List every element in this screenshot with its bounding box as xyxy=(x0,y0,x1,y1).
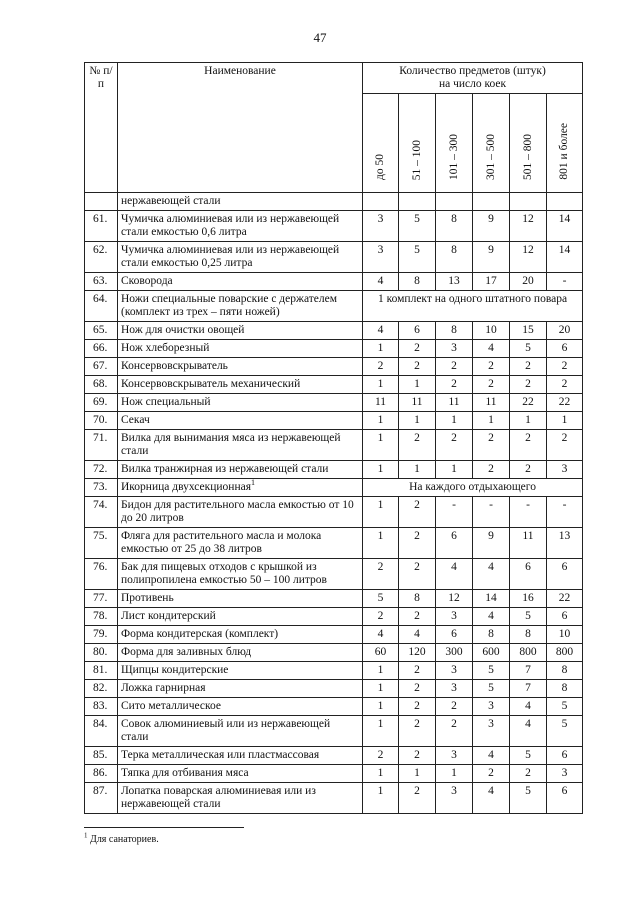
header-row xyxy=(85,63,583,94)
row-value: 6 xyxy=(547,559,583,590)
row-value: 5 xyxy=(399,242,436,273)
row-value: 2 xyxy=(547,376,583,394)
row-value: 1 xyxy=(363,765,399,783)
row-value: 8 xyxy=(399,590,436,608)
row-value: 2 xyxy=(436,430,473,461)
row-value: 1 xyxy=(363,698,399,716)
row-name: Фляга для растительного масла и молока емкостью от 25 до 38 литров xyxy=(118,528,363,559)
row-name: Лист кондитерский xyxy=(118,608,363,626)
row-value: 4 xyxy=(363,626,399,644)
row-value: 7 xyxy=(510,662,547,680)
table-row xyxy=(85,340,583,358)
table-row xyxy=(85,497,583,528)
row-value: 2 xyxy=(510,430,547,461)
row-name: Вилка для вынимания мяса из нержавеющей стали xyxy=(118,430,363,461)
table-row xyxy=(85,211,583,242)
row-value: 2 xyxy=(473,358,510,376)
row-num: 85. xyxy=(85,747,118,765)
row-value: 13 xyxy=(436,273,473,291)
row-value: 2 xyxy=(436,698,473,716)
row-value: 1 xyxy=(547,412,583,430)
row-name: Секач xyxy=(118,412,363,430)
footnote xyxy=(84,831,159,845)
row-value: 6 xyxy=(547,340,583,358)
row-num: 72. xyxy=(85,461,118,479)
row-value: 1 xyxy=(399,412,436,430)
row-num: 82. xyxy=(85,680,118,698)
row-name: Бак для пищевых отходов с крышкой из полипропилена емкостью 50 – 100 литров xyxy=(118,559,363,590)
row-value: 20 xyxy=(510,273,547,291)
row-value: 3 xyxy=(436,680,473,698)
row-num: 70. xyxy=(85,412,118,430)
range-header: 801 и более xyxy=(547,94,583,193)
row-value: 4 xyxy=(473,783,510,814)
row-value: 8 xyxy=(547,680,583,698)
row-value: 5 xyxy=(473,662,510,680)
row-value: 1 xyxy=(363,461,399,479)
row-value: 14 xyxy=(547,242,583,273)
footnote-text: Для санаториев. xyxy=(90,834,159,845)
row-value: 14 xyxy=(473,590,510,608)
row-value: 3 xyxy=(547,765,583,783)
table-row xyxy=(85,765,583,783)
row-name: Ложка гарнирная xyxy=(118,680,363,698)
row-value: 7 xyxy=(510,680,547,698)
row-value: 2 xyxy=(399,698,436,716)
table-row xyxy=(85,242,583,273)
row-value: 1 xyxy=(473,412,510,430)
row-value: 2 xyxy=(399,680,436,698)
row-value: 2 xyxy=(363,559,399,590)
row-value: 1 xyxy=(363,662,399,680)
row-value: 3 xyxy=(363,242,399,273)
row-num: 61. xyxy=(85,211,118,242)
row-value: 8 xyxy=(547,662,583,680)
equipment-table xyxy=(84,62,583,814)
row-value: - xyxy=(510,497,547,528)
row-value: 2 xyxy=(363,747,399,765)
table-row xyxy=(85,783,583,814)
row-value: 4 xyxy=(436,559,473,590)
row-value: 2 xyxy=(510,358,547,376)
row-value: 2 xyxy=(436,716,473,747)
row-value: 17 xyxy=(473,273,510,291)
row-value: 11 xyxy=(510,528,547,559)
row-value: 2 xyxy=(473,430,510,461)
row-num: 76. xyxy=(85,559,118,590)
table-row xyxy=(85,698,583,716)
row-num xyxy=(85,193,118,211)
row-name: Вилка транжирная из нержавеющей стали xyxy=(118,461,363,479)
row-value: 2 xyxy=(473,376,510,394)
row-name: Нож хлеборезный xyxy=(118,340,363,358)
row-value: 5 xyxy=(473,680,510,698)
table-row xyxy=(85,608,583,626)
row-value: 1 xyxy=(363,430,399,461)
row-value: 2 xyxy=(436,376,473,394)
row-value: 6 xyxy=(399,322,436,340)
row-name: Консервовскрыватель xyxy=(118,358,363,376)
row-value: 2 xyxy=(510,461,547,479)
row-value: 6 xyxy=(547,747,583,765)
row-value: 2 xyxy=(510,376,547,394)
row-value: 11 xyxy=(363,394,399,412)
row-num: 69. xyxy=(85,394,118,412)
row-value: 5 xyxy=(399,211,436,242)
table-row xyxy=(85,273,583,291)
row-value: 2 xyxy=(399,559,436,590)
row-value: 2 xyxy=(473,765,510,783)
row-value: 4 xyxy=(473,608,510,626)
row-name: Бидон для растительного масла емкостью от 10 до 20 литров xyxy=(118,497,363,528)
row-value: 1 xyxy=(363,376,399,394)
row-value: 5 xyxy=(547,698,583,716)
row-value: 10 xyxy=(547,626,583,644)
row-value: 15 xyxy=(510,322,547,340)
row-value: 1 xyxy=(436,412,473,430)
row-value: 1 xyxy=(363,783,399,814)
row-value: 2 xyxy=(399,608,436,626)
row-value: 3 xyxy=(436,747,473,765)
row-span-note: 1 комплект на одного штатного повара xyxy=(363,291,583,322)
row-num: 79. xyxy=(85,626,118,644)
row-num: 78. xyxy=(85,608,118,626)
row-value: 22 xyxy=(510,394,547,412)
row-num: 63. xyxy=(85,273,118,291)
row-name: Лопатка поварская алюминиевая или из нержавеющей стали xyxy=(118,783,363,814)
row-value: 3 xyxy=(436,608,473,626)
row-value: 8 xyxy=(436,322,473,340)
row-value: 2 xyxy=(399,528,436,559)
table-row xyxy=(85,590,583,608)
row-value: 3 xyxy=(547,461,583,479)
table-row xyxy=(85,626,583,644)
table-row xyxy=(85,644,583,662)
row-value: 2 xyxy=(547,430,583,461)
row-value: 300 xyxy=(436,644,473,662)
continuation-row xyxy=(85,193,583,211)
row-value: 22 xyxy=(547,590,583,608)
row-value: 5 xyxy=(510,783,547,814)
row-value: 5 xyxy=(510,340,547,358)
row-name: Противень xyxy=(118,590,363,608)
row-value: 9 xyxy=(473,211,510,242)
row-name: Тяпка для отбивания мяса xyxy=(118,765,363,783)
row-value: 800 xyxy=(547,644,583,662)
header-qty xyxy=(363,63,583,94)
row-span-note: На каждого отдыхающего xyxy=(363,479,583,497)
header-qty-line2: на число коек xyxy=(438,78,507,90)
row-value: - xyxy=(473,497,510,528)
row-value: 4 xyxy=(473,340,510,358)
row-value: 1 xyxy=(363,528,399,559)
row-name: Сито металлическое xyxy=(118,698,363,716)
footnote-mark: 1 xyxy=(84,831,88,840)
row-value: 2 xyxy=(363,608,399,626)
row-value: 4 xyxy=(399,626,436,644)
row-name: Консервовскрыватель механический xyxy=(118,376,363,394)
table-row xyxy=(85,559,583,590)
row-name: Чумичка алюминиевая или из нержавеющей стали емкостью 0,25 литра xyxy=(118,242,363,273)
row-value: 5 xyxy=(510,747,547,765)
row-num: 86. xyxy=(85,765,118,783)
footnote-ref: 1 xyxy=(251,478,256,488)
row-value: 12 xyxy=(510,242,547,273)
row-value: 1 xyxy=(399,376,436,394)
table-row xyxy=(85,291,583,322)
table-row xyxy=(85,680,583,698)
row-num: 74. xyxy=(85,497,118,528)
row-value: 3 xyxy=(436,662,473,680)
row-num: 75. xyxy=(85,528,118,559)
row-name: Ножи специальные поварские с держателем (комплект из трех – пяти ножей) xyxy=(118,291,363,322)
continuation-text: нержавеющей стали xyxy=(118,193,363,211)
row-value: 1 xyxy=(363,497,399,528)
row-name: Совок алюминиевый или из нержавеющей стали xyxy=(118,716,363,747)
row-num: 77. xyxy=(85,590,118,608)
range-header: до 50 xyxy=(363,94,399,193)
table-row xyxy=(85,662,583,680)
row-value: 4 xyxy=(473,559,510,590)
row-value: 16 xyxy=(510,590,547,608)
row-value: 1 xyxy=(363,412,399,430)
row-value: 2 xyxy=(399,497,436,528)
row-value: 9 xyxy=(473,242,510,273)
row-value: 11 xyxy=(473,394,510,412)
row-value: 2 xyxy=(510,765,547,783)
row-value: 1 xyxy=(363,716,399,747)
row-name: Щипцы кондитерские xyxy=(118,662,363,680)
row-name: Сковорода xyxy=(118,273,363,291)
range-header: 301 – 500 xyxy=(473,94,510,193)
row-value: 12 xyxy=(510,211,547,242)
table-row xyxy=(85,322,583,340)
row-num: 84. xyxy=(85,716,118,747)
row-value: - xyxy=(547,273,583,291)
row-value: 2 xyxy=(547,358,583,376)
row-value: 2 xyxy=(399,662,436,680)
row-value: 6 xyxy=(436,528,473,559)
row-value: 2 xyxy=(436,358,473,376)
range-header: 51 – 100 xyxy=(399,94,436,193)
row-value: 6 xyxy=(547,608,583,626)
row-num: 80. xyxy=(85,644,118,662)
row-num: 87. xyxy=(85,783,118,814)
header-name: Наименование xyxy=(118,63,363,193)
row-value: 1 xyxy=(436,765,473,783)
row-name: Форма для заливных блюд xyxy=(118,644,363,662)
table-row xyxy=(85,358,583,376)
row-value: 20 xyxy=(547,322,583,340)
row-value: 3 xyxy=(436,783,473,814)
row-value: 11 xyxy=(399,394,436,412)
table-row xyxy=(85,376,583,394)
row-value: 8 xyxy=(510,626,547,644)
row-value: - xyxy=(547,497,583,528)
row-num: 83. xyxy=(85,698,118,716)
row-num: 81. xyxy=(85,662,118,680)
row-value: 1 xyxy=(363,340,399,358)
row-value: 1 xyxy=(510,412,547,430)
table-row xyxy=(85,716,583,747)
row-value: 3 xyxy=(436,340,473,358)
row-value: 10 xyxy=(473,322,510,340)
table-row xyxy=(85,747,583,765)
page-number: 47 xyxy=(313,30,327,45)
row-num: 73. xyxy=(85,479,118,497)
row-value: 4 xyxy=(363,273,399,291)
row-value: 3 xyxy=(363,211,399,242)
row-value: 5 xyxy=(510,608,547,626)
header-num: № п/п xyxy=(85,63,118,193)
row-value: 3 xyxy=(473,698,510,716)
row-value: 14 xyxy=(547,211,583,242)
table-row xyxy=(85,461,583,479)
row-value: 2 xyxy=(399,783,436,814)
row-value: 3 xyxy=(473,716,510,747)
row-name: Икорница двухсекционная$^1$ xyxy=(118,479,363,497)
row-value: 8 xyxy=(399,273,436,291)
row-value: 13 xyxy=(547,528,583,559)
row-num: 66. xyxy=(85,340,118,358)
table-row xyxy=(85,412,583,430)
row-num: 65. xyxy=(85,322,118,340)
row-value: 5 xyxy=(363,590,399,608)
range-header: 101 – 300 xyxy=(436,94,473,193)
row-value: 2 xyxy=(399,430,436,461)
row-value: 1 xyxy=(399,765,436,783)
row-value: 600 xyxy=(473,644,510,662)
table-row xyxy=(85,528,583,559)
row-value: 8 xyxy=(436,242,473,273)
row-name: Терка металлическая или пластмассовая xyxy=(118,747,363,765)
row-value: 2 xyxy=(399,747,436,765)
table-row xyxy=(85,430,583,461)
row-value: 9 xyxy=(473,528,510,559)
row-value: 2 xyxy=(399,716,436,747)
row-value: 1 xyxy=(436,461,473,479)
row-num: 68. xyxy=(85,376,118,394)
row-value: 6 xyxy=(436,626,473,644)
row-value: 2 xyxy=(399,358,436,376)
table-body xyxy=(85,193,583,814)
row-value: - xyxy=(436,497,473,528)
row-value: 4 xyxy=(473,747,510,765)
row-value: 2 xyxy=(473,461,510,479)
range-header: 501 – 800 xyxy=(510,94,547,193)
row-num: 64. xyxy=(85,291,118,322)
row-num: 71. xyxy=(85,430,118,461)
row-value: 5 xyxy=(547,716,583,747)
row-value: 8 xyxy=(436,211,473,242)
header-qty-line1: Количество предметов (штук) xyxy=(399,65,546,77)
row-value: 6 xyxy=(510,559,547,590)
row-name: Нож для очистки овощей xyxy=(118,322,363,340)
row-value: 1 xyxy=(399,461,436,479)
row-value: 6 xyxy=(547,783,583,814)
row-name: Нож специальный xyxy=(118,394,363,412)
row-value: 120 xyxy=(399,644,436,662)
row-value: 8 xyxy=(473,626,510,644)
row-value: 22 xyxy=(547,394,583,412)
row-value: 2 xyxy=(363,358,399,376)
row-value: 1 xyxy=(363,680,399,698)
row-value: 11 xyxy=(436,394,473,412)
row-value: 12 xyxy=(436,590,473,608)
row-value: 4 xyxy=(510,716,547,747)
row-name: Форма кондитерская (комплект) xyxy=(118,626,363,644)
row-value: 2 xyxy=(399,340,436,358)
row-name: Чумичка алюминиевая или из нержавеющей стали емкостью 0,6 литра xyxy=(118,211,363,242)
footnote-rule xyxy=(84,827,244,828)
row-value: 4 xyxy=(363,322,399,340)
row-value: 4 xyxy=(510,698,547,716)
table-row xyxy=(85,479,583,497)
row-num: 67. xyxy=(85,358,118,376)
row-value: 800 xyxy=(510,644,547,662)
row-value: 60 xyxy=(363,644,399,662)
table-row xyxy=(85,394,583,412)
row-num: 62. xyxy=(85,242,118,273)
